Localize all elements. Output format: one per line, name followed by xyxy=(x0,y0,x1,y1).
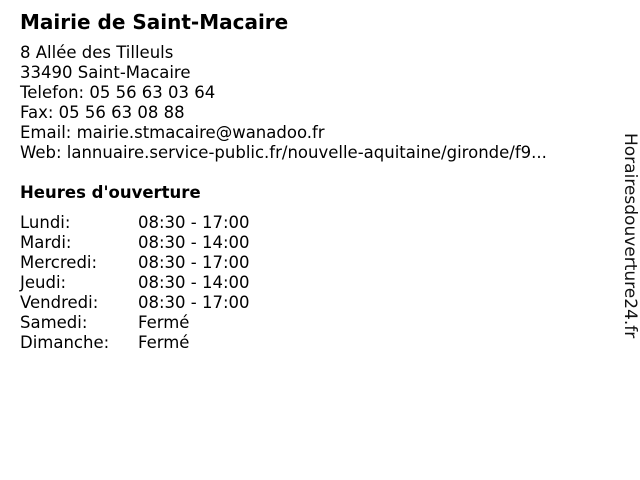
site-watermark: Horairesdouverture24.fr xyxy=(620,133,640,339)
hours-value: 08:30 - 17:00 xyxy=(138,293,250,312)
day-label: Vendredi: xyxy=(20,293,99,312)
phone-number: Telefon: 05 56 63 03 64 xyxy=(20,83,216,102)
address-city: 33490 Saint-Macaire xyxy=(20,63,191,82)
hours-row-vendredi xyxy=(20,293,320,313)
address-street: 8 Allée des Tilleuls xyxy=(20,43,174,62)
hours-value: 08:30 - 14:00 xyxy=(138,233,250,252)
hours-row-lundi xyxy=(20,213,320,233)
hours-value: Fermé xyxy=(138,333,190,352)
hours-value: 08:30 - 14:00 xyxy=(138,273,250,292)
hours-row-jeudi xyxy=(20,273,320,293)
email-address: Email: mairie.stmacaire@wanadoo.fr xyxy=(20,123,325,142)
hours-value: Fermé xyxy=(138,313,190,332)
hours-value: 08:30 - 17:00 xyxy=(138,213,250,232)
website-link: Web: lannuaire.service-public.fr/nouvelle-aquitaine/gironde/f9... xyxy=(20,143,547,162)
opening-hours-heading: Heures d'ouverture xyxy=(20,183,201,202)
hours-row-dimanche xyxy=(20,333,320,353)
day-label: Jeudi: xyxy=(20,273,67,292)
hours-row-samedi xyxy=(20,313,320,333)
opening-hours-table xyxy=(20,213,320,353)
page-title: Mairie de Saint-Macaire xyxy=(20,10,289,34)
day-label: Lundi: xyxy=(20,213,71,232)
contact-block xyxy=(20,43,547,163)
day-label: Mardi: xyxy=(20,233,72,252)
hours-row-mardi xyxy=(20,233,320,253)
day-label: Dimanche: xyxy=(20,333,110,352)
fax-number: Fax: 05 56 63 08 88 xyxy=(20,103,185,122)
day-label: Samedi: xyxy=(20,313,88,332)
hours-value: 08:30 - 17:00 xyxy=(138,253,250,272)
hours-row-mercredi xyxy=(20,253,320,273)
day-label: Mercredi: xyxy=(20,253,98,272)
